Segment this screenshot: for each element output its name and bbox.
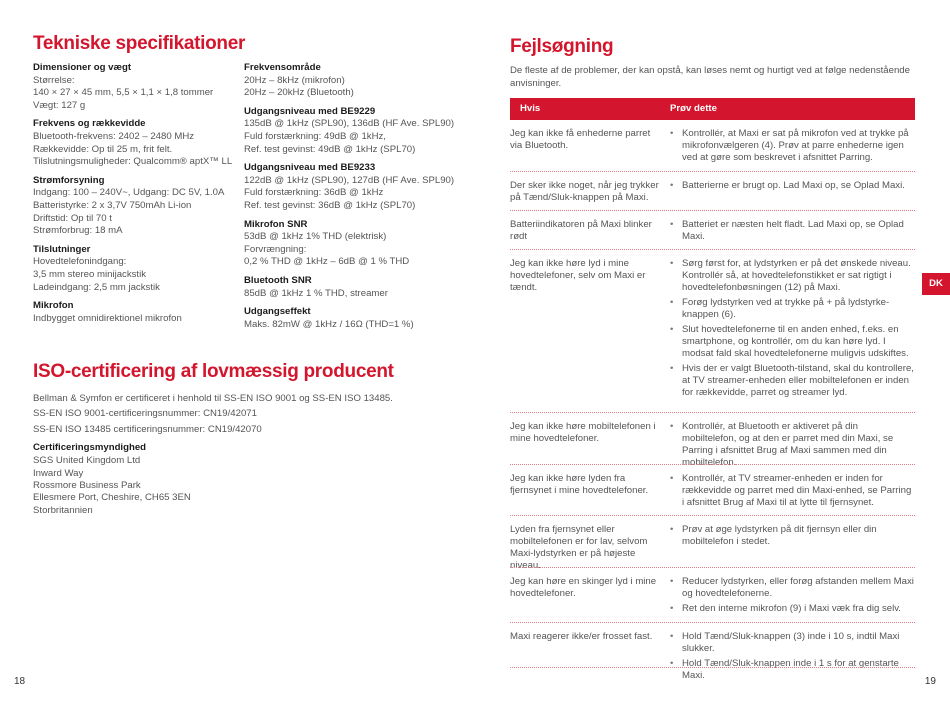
spec-group (244, 162, 469, 212)
table-row (510, 211, 915, 250)
solution-bullet: • Kontrollér, at TV streamer-enheden er inden for rækkevidde og parret med din Maxi-enhed, se Parring i afsnittet Brug af Maxi til at lytte til fjernsynet. (670, 473, 915, 509)
table-row (510, 120, 915, 172)
spec-line: 85dB @ 1kHz 1 % THD, streamer (244, 287, 388, 299)
row-solution (670, 219, 915, 246)
right-page (475, 0, 950, 704)
table-row (510, 516, 915, 571)
spec-line: 0,2 % THD @ 1kHz – 6dB @ 1 % THD (244, 256, 410, 268)
solution-bullet: • Hvis der er valgt Bluetooth-tilstand, skal du kontrollere, at TV streamer-enheden eller mobiltelefonen er inden for rækkevidde, parret og streamer lyd. (670, 363, 915, 399)
spec-group-title: Mikrofon (33, 300, 74, 312)
table-header (510, 98, 915, 120)
row-solution (670, 576, 915, 618)
spec-line: Ref. test gevinst: 36dB @ 1kHz (SPL70) (244, 199, 416, 211)
spec-group-title: Dimensioner og vægt (33, 62, 132, 73)
table-row (510, 413, 915, 468)
solution-bullet: • Hold Tænd/Sluk-knappen (3) inde i 10 s, indtil Maxi slukker. (670, 631, 915, 655)
row-problem: Maxi reagerer ikke/er frosset fast. (510, 631, 653, 642)
cert-address (33, 455, 453, 517)
row-problem: Der sker ikke noget, når jeg trykker på Tænd/Sluk-knappen på Maxi. (510, 180, 659, 203)
table-row (510, 172, 915, 211)
solution-bullet: • Reducer lydstyrken, eller forøg afstanden mellem Maxi og hovedtelefonerne. (670, 576, 915, 600)
language-tab: DK (922, 273, 950, 295)
cert-address-line: Storbritannien (33, 504, 93, 516)
spec-line: Ladeindgang: 2,5 mm jackstik (33, 281, 160, 293)
spec-group (244, 106, 469, 156)
row-problem: Jeg kan ikke få enhederne parret via Bluetooth. (510, 128, 651, 151)
spec-line: 135dB @ 1kHz (SPL90), 136dB (HF Ave. SPL90) (244, 118, 455, 130)
row-solution (670, 180, 915, 195)
spec-group-title: Strømforsyning (33, 174, 105, 186)
row-problem: Jeg kan ikke høre lyden fra fjernsynet i mine hovedtelefoner. (510, 473, 649, 496)
iso-title: ISO-certificering af lovmæssig producent (33, 361, 394, 382)
spec-line: Vægt: 127 g (33, 99, 86, 111)
row-problem: Batteriindikatoren på Maxi blinker rødt (510, 219, 652, 242)
spec-group (33, 62, 233, 112)
cert-address-line: Inward Way (33, 467, 84, 479)
solution-bullet: • Batterierne er brugt op. Lad Maxi op, se Oplad Maxi. (670, 180, 915, 192)
spec-group (244, 62, 469, 100)
page-number-right: 19 (924, 676, 936, 687)
spec-group-title: Mikrofon SNR (244, 218, 308, 230)
iso-line: Bellman & Symfon er certificeret i henhold til SS-EN ISO 9001 og SS-EN ISO 13485. (33, 393, 393, 404)
spec-group (244, 275, 469, 300)
spec-group (33, 244, 233, 294)
iso-line: SS-EN ISO 13485 certificeringsnummer: CN19/42070 (33, 423, 262, 435)
specs-column-a (33, 62, 233, 331)
row-problem: Jeg kan ikke høre lyd i mine hovedtelefoner, selv om Maxi er tændt. (510, 258, 646, 293)
solution-bullet: • Kontrollér, at Bluetooth er aktiveret på din mobiltelefon, og at den er parret med din Maxi, se Parring i afsnittet Brug af Maxi sammen med din mobiltelefon. (670, 421, 915, 469)
spec-line: 53dB @ 1kHz 1% THD (elektrisk) (244, 231, 387, 243)
header-prov: Prøv dette (670, 103, 717, 114)
specs-column-b (244, 62, 469, 337)
spec-line: Rækkevidde: Op til 25 m, frit felt. (33, 143, 173, 155)
spec-line: Maks. 82mW @ 1kHz / 16Ω (THD=1 %) (244, 318, 414, 330)
iso-block (33, 391, 453, 517)
table-row (510, 465, 915, 516)
troubleshooting-title: Fejlsøgning (510, 36, 614, 57)
iso-line: SS-EN ISO 9001-certificeringsnummer: CN19/42071 (33, 408, 257, 420)
spec-line: Bluetooth-frekvens: 2402 – 2480 MHz (33, 130, 195, 142)
row-solution (670, 631, 915, 685)
cert-address-line: Rossmore Business Park (33, 480, 141, 491)
spec-line: 140 × 27 × 45 mm, 5,5 × 1,1 × 1,8 tommer (33, 87, 214, 99)
spec-group (244, 306, 469, 331)
solution-bullet: • Ret den interne mikrofon (9) i Maxi væk fra dig selv. (670, 603, 915, 615)
spec-line: 20Hz – 8kHz (mikrofon) (244, 74, 345, 86)
spec-group-title: Frekvensområde (244, 62, 321, 73)
specs-title: Tekniske specifikationer (33, 33, 246, 54)
spec-line: Forvrængning: (244, 243, 307, 255)
header-hvis: Hvis (520, 103, 541, 114)
spec-line: Fuld forstærkning: 49dB @ 1kHz, (244, 130, 386, 142)
spec-line: 20Hz – 20kHz (Bluetooth) (244, 87, 354, 99)
spec-line: 3,5 mm stereo minijackstik (33, 268, 147, 280)
row-solution (670, 258, 915, 402)
solution-bullet: • Batteriet er næsten helt fladt. Lad Maxi op, se Oplad Maxi. (670, 219, 915, 243)
spec-line: Indgang: 100 – 240V~, Udgang: DC 5V, 1.0A (33, 187, 225, 199)
cert-address-line: SGS United Kingdom Ltd (33, 455, 141, 467)
table-row (510, 568, 915, 623)
row-divider (510, 667, 915, 668)
solution-bullet: • Slut hovedtelefonerne til en anden enhed, f.eks. en smartphone, og kontrollér, om du kan høre lyd. I modsat fald skal hovedtelefonerne muligvis udskiftes. (670, 324, 915, 360)
row-solution (670, 128, 915, 167)
cert-title: Certificeringsmyndighed (33, 441, 147, 453)
spec-line: Størrelse: (33, 74, 75, 86)
spec-line: Indbygget omnidirektionel mikrofon (33, 312, 182, 324)
spec-group (33, 118, 233, 168)
row-problem: Jeg kan høre en skinger lyd i mine hovedtelefoner. (510, 576, 657, 599)
spec-line: Batteristyrke: 2 x 3,7V 750mAh Li-ion (33, 199, 192, 211)
spec-group-title: Udgangsniveau med BE9233 (244, 162, 376, 174)
spec-line: Fuld forstærkning: 36dB @ 1kHz (244, 187, 384, 199)
solution-bullet: • Hold Tænd/Sluk-knappen inde i 1 s for at genstarte Maxi. (670, 658, 915, 682)
spec-group (33, 300, 233, 325)
spec-line: Driftstid: Op til 70 t (33, 212, 112, 224)
table-row (510, 250, 915, 413)
row-problem: Jeg kan ikke høre mobiltelefonen i mine hovedtelefoner. (510, 421, 656, 444)
solution-bullet: • Forøg lydstyrken ved at trykke på + på lydstyrke-knappen (6). (670, 297, 915, 321)
solution-bullet: • Sørg først for, at lydstyrken er på det ønskede niveau. Kontrollér så, at hovedtelefonstikket er sat rigtigt i hovedtelefonbøsningen (12) på Maxi. (670, 258, 915, 294)
spec-line: 122dB @ 1kHz (SPL90), 127dB (HF Ave. SPL90) (244, 174, 455, 186)
spec-group-title: Udgangsniveau med BE9229 (244, 105, 376, 117)
row-solution (670, 524, 915, 551)
spec-group-title: Frekvens og rækkevidde (33, 118, 146, 130)
page-number-left: 18 (14, 676, 26, 687)
spec-group (244, 219, 469, 269)
spec-group-title: Udgangseffekt (244, 306, 311, 318)
spec-line: Hovedtelefonindgang: (33, 256, 127, 268)
solution-bullet: • Prøv at øge lydstyrken på dit fjernsyn eller din mobiltelefon i stedet. (670, 524, 915, 548)
solution-bullet: • Kontrollér, at Maxi er sat på mikrofon ved at trykke på mikrofonvælgeren (4). Prøv at parre enhederne igen ved at gøre som beskrevet i afsnittet Parring. (670, 128, 915, 164)
table-row (510, 623, 915, 681)
spec-line: Strømforbrug: 18 mA (33, 225, 123, 237)
spec-line: Tilslutningsmuligheder: Qualcomm® aptX™ LL (33, 156, 233, 168)
row-problem: Lyden fra fjernsynet eller mobiltelefonen er for lav, selvom Maxi-lydstyrken er på højeste niveau. (510, 524, 648, 571)
spec-group (33, 175, 233, 238)
cert-address-line: Ellesmere Port, Cheshire, CH65 3EN (33, 492, 191, 504)
spec-group-title: Tilslutninger (33, 243, 91, 255)
spec-line: Ref. test gevinst: 49dB @ 1kHz (SPL70) (244, 143, 416, 155)
row-solution (670, 473, 915, 512)
spec-group-title: Bluetooth SNR (244, 274, 312, 286)
intro-text: De fleste af de problemer, der kan opstå, kan løses nemt og hurtigt ved at følge nedenstående anvisninger. (510, 65, 910, 89)
